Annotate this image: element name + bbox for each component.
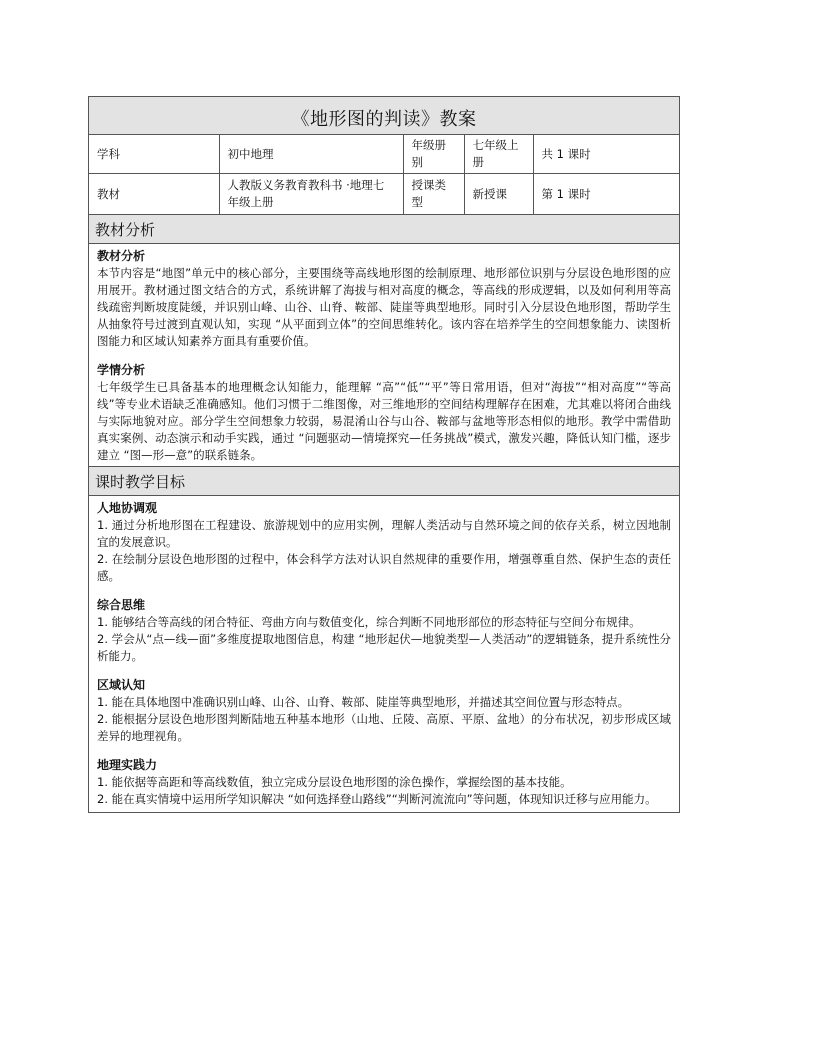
hours-value: 共 1 课时 xyxy=(533,135,679,174)
subject-label: 学科 xyxy=(89,135,219,174)
lesson-type-label: 授课类型 xyxy=(403,174,464,215)
paragraph: 2. 能在真实情境中运用所学知识解决 “如何选择登山路线”“判断河流流向”等问题，体现知识迁移与应用能力。 xyxy=(97,792,657,806)
paragraph: 1. 能依据等高距和等高线数值，独立完成分层设色地形图的涂色操作，掌握绘图的基本技能。 xyxy=(97,775,572,789)
block-title: 人地协调观 xyxy=(97,501,158,515)
block-practice xyxy=(97,757,671,808)
section-heading-text: 课时教学目标 xyxy=(95,472,186,491)
block-regional-cognition xyxy=(97,677,671,745)
paragraph: 1. 能在具体地图中准确识别山峰、山谷、山脊、鞍部、陡崖等典型地形，并描述其空间位置与形态特点。 xyxy=(97,695,630,709)
page-title: 《地形图的判读》教案 xyxy=(291,109,477,130)
material-value: 人教版义务教育教科书 ·地理七年级上册 xyxy=(219,174,403,215)
paragraph: 2. 能根据分层设色地形图判断陆地五种基本地形（山地、丘陵、高原、平原、盆地）的分布状况，初步形成区域差异的地理视角。 xyxy=(97,712,671,743)
block-student-analysis xyxy=(97,362,671,464)
paragraph: 1. 能够结合等高线的闭合特征、弯曲方向与数值变化，综合判断不同地形部位的形态特征与空间分布规律。 xyxy=(97,615,641,629)
info-row-material xyxy=(89,174,679,215)
subject-value: 初中地理 xyxy=(219,135,403,174)
section-heading-objectives xyxy=(89,467,679,496)
block-material-analysis xyxy=(97,248,671,350)
lesson-plan-sheet xyxy=(88,96,680,813)
info-row-subject xyxy=(89,135,679,174)
paragraph: 2. 在绘制分层设色地形图的过程中，体会科学方法对认识自然规律的重要作用，增强尊重自然、保护生态的责任感。 xyxy=(97,552,671,583)
period-value: 第 1 课时 xyxy=(533,174,679,215)
block-title: 教材分析 xyxy=(97,249,146,263)
block-title: 学情分析 xyxy=(97,363,146,377)
paragraph: 2. 学会从“点—线—面”多维度提取地图信息，构建 “地形起伏—地貌类型—人类活动”的逻辑链条，提升系统性分析能力。 xyxy=(97,632,671,663)
block-integrated-thinking xyxy=(97,597,671,665)
block-title: 综合思维 xyxy=(97,598,146,612)
block-title: 地理实践力 xyxy=(97,758,158,772)
grade-label: 年级册别 xyxy=(403,135,464,174)
title-row xyxy=(89,97,679,135)
material-label: 教材 xyxy=(89,174,219,215)
grade-value: 七年级上册 xyxy=(464,135,533,174)
block-human-earth xyxy=(97,500,671,585)
lesson-type-value: 新授课 xyxy=(464,174,533,215)
paragraph: 本节内容是“地图”单元中的核心部分，主要围绕等高线地形图的绘制原理、地形部位识别与分层设色地形图的应用展开。教材通过图文结合的方式，系统讲解了海拔与相对高度的概念，等高线的形成逻辑，以及如何利用等高线疏密判断坡度陡缓，并识别山峰、山谷、山脊、鞍部、陡崖等典型地形。同时引入分层设色地形图，帮助学生从抽象符号过渡到直观认知，实现 “从平面到立体”的空间思维转化。该内容在培养学生的空间想象能力、读图析图能力和区域认知素养方面具有重要价值。 xyxy=(97,266,671,348)
section-heading-text: 教材分析 xyxy=(95,220,156,239)
section-body-analysis xyxy=(89,244,679,467)
section-heading-analysis xyxy=(89,215,679,244)
section-body-objectives xyxy=(89,496,679,812)
paragraph: 七年级学生已具备基本的地理概念认知能力，能理解 “高”“低”“平”等日常用语，但对“海拔”“相对高度”“等高线”等专业术语缺乏准确感知。他们习惯于二维图像，对三维地形的空间结构理解存在困难，尤其难以将闭合曲线与实际地貌对应。部分学生空间想象力较弱，易混淆山谷与山谷、鞍部与盆地等形态相似的地形。教学中需借助真实案例、动态演示和动手实践，通过 “问题驱动—情境探究—任务挑战”模式，激发兴趣，降低认知门槛，逐步建立 “图—形—意”的联系链条。 xyxy=(97,380,671,462)
paragraph: 1. 通过分析地形图在工程建设、旅游规划中的应用实例，理解人类活动与自然环境之间的依存关系，树立因地制宜的发展意识。 xyxy=(97,518,671,549)
info-table xyxy=(89,135,679,215)
block-title: 区域认知 xyxy=(97,678,146,692)
